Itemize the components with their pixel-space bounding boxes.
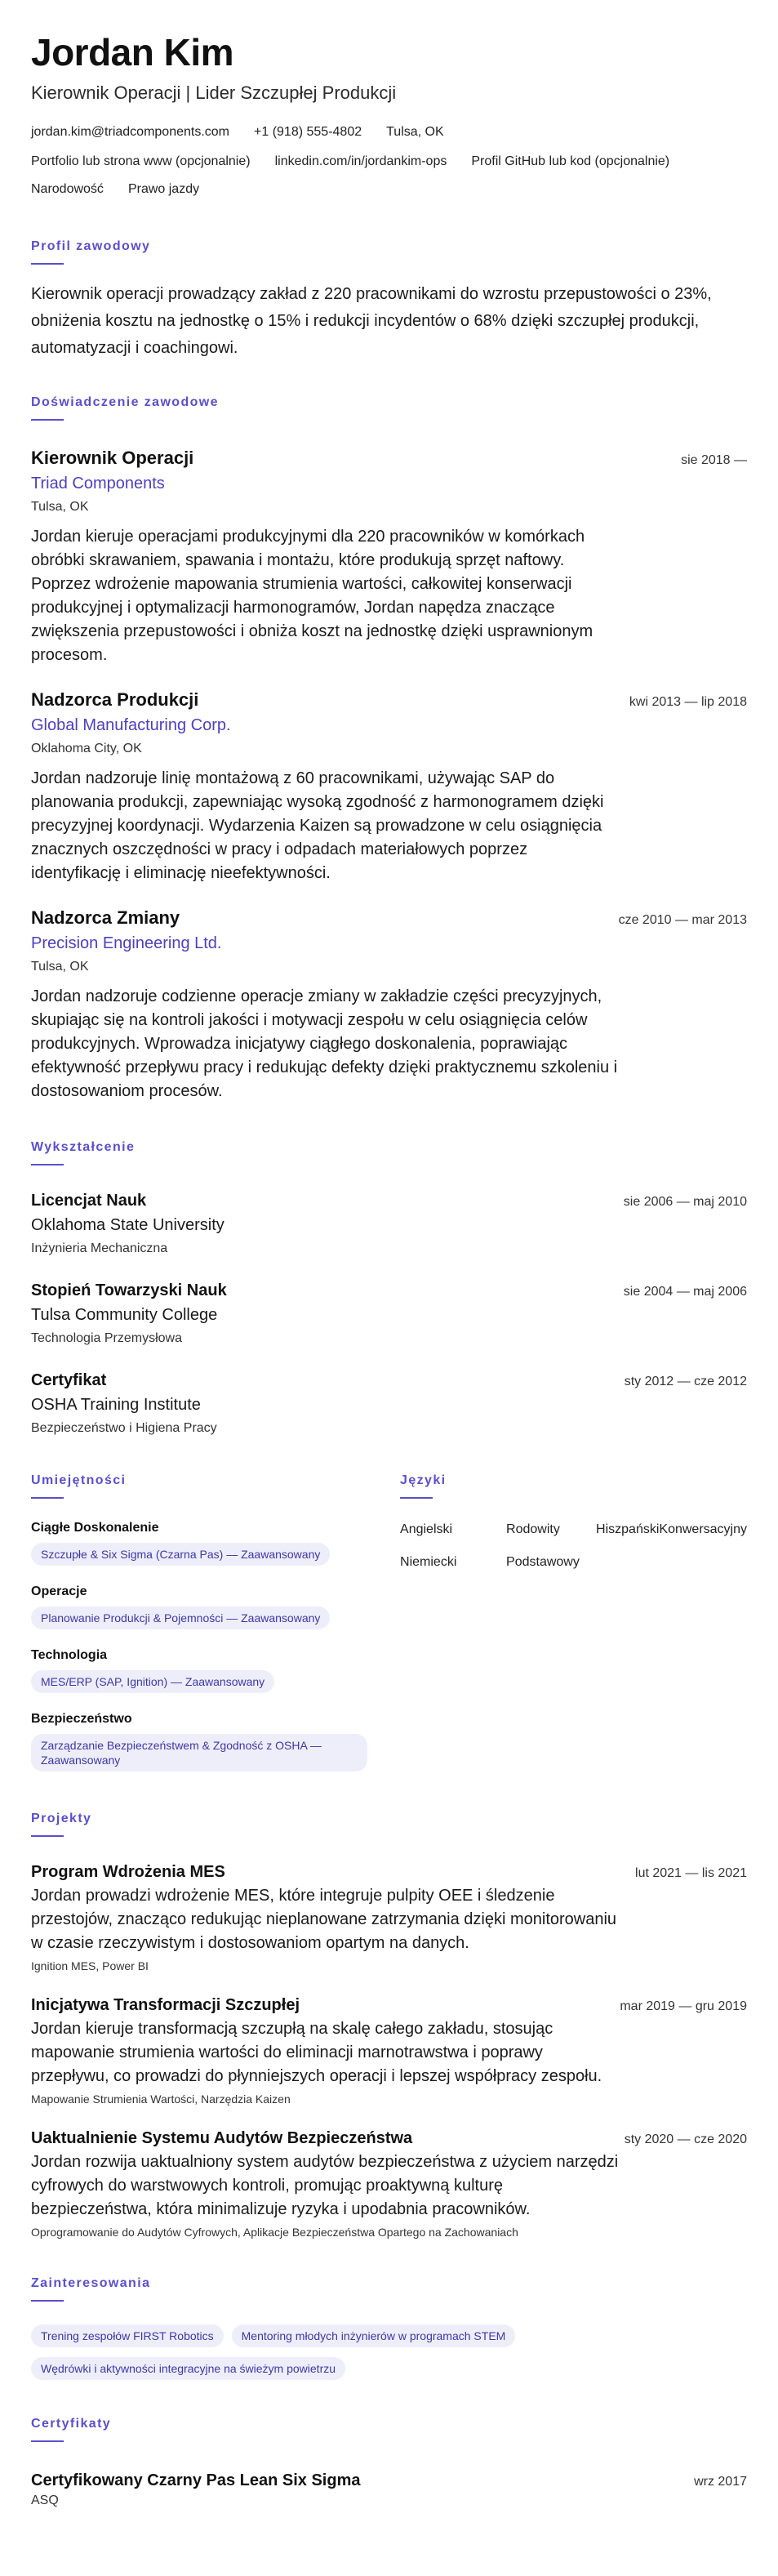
job-description: Jordan nadzoruje linię montażową z 60 pracownikami, używając SAP do planowania produkcji, zapewniając wysoką zgodność z harmonogramem dzięki precyzyjnej koordynacji. Wydarzenia Kaizen są prowadzone w celu osiągnięcia znacznych oszczędności w pracy i odpadach materiałowych poprzez identyfikację i eliminację nieefektywności. xyxy=(31,769,604,882)
project-item xyxy=(31,1861,747,1973)
section-divider xyxy=(31,263,64,265)
skill-group xyxy=(31,1647,367,1693)
project-item xyxy=(31,1994,747,2106)
job-title: Kierownik Operacji xyxy=(31,448,194,468)
interest-chip: Trening zespołów FIRST Robotics xyxy=(31,2324,224,2347)
section-heading: Wykształcenie xyxy=(31,1140,136,1154)
education-item xyxy=(31,1370,747,1437)
email-link[interactable]: jordan.kim@triadcomponents.com xyxy=(31,125,230,139)
project-title: Uaktualnienie Systemu Audytów Bezpieczeństwa xyxy=(31,2129,413,2147)
school-name: OSHA Training Institute xyxy=(31,1396,201,1414)
candidate-name: Jordan Kim xyxy=(31,31,234,74)
field-of-study: Inżynieria Mechaniczna xyxy=(31,1241,168,1255)
project-technologies: Mapowanie Strumienia Wartości, Narzędzia Kaizen xyxy=(31,2092,291,2106)
skill-chip: Planowanie Produkcji & Pojemności — Zaawansowany xyxy=(31,1607,330,1629)
company-name: Triad Components xyxy=(31,475,165,492)
job-date: sie 2018 — xyxy=(681,453,747,467)
project-item xyxy=(31,2128,747,2240)
education-date: sie 2006 — maj 2010 xyxy=(623,1195,747,1209)
job-date: cze 2010 — mar 2013 xyxy=(618,913,747,927)
interest-chip: Mentoring młodych inżynierów w programach STEM xyxy=(232,2324,516,2347)
project-technologies: Oprogramowanie do Audytów Cyfrowych, Aplikacje Bezpieczeństwa Opartego na Zachowaniach xyxy=(31,2226,518,2239)
candidate-title: Kierownik Operacji | Lider Szczupłej Produkcji xyxy=(31,82,397,103)
skill-category: Ciągłe Doskonalenie xyxy=(31,1521,159,1535)
job-title: Nadzorca Zmiany xyxy=(31,907,180,928)
project-date: mar 2019 — gru 2019 xyxy=(620,1999,747,2013)
skills-section xyxy=(31,1473,367,1772)
section-divider xyxy=(31,1835,64,1837)
skill-group xyxy=(31,1520,367,1566)
project-date: sty 2020 — cze 2020 xyxy=(624,2133,747,2146)
education-date: sty 2012 — cze 2012 xyxy=(624,1375,747,1388)
language-name: Hiszpański xyxy=(596,1522,660,1536)
company-name: Global Manufacturing Corp. xyxy=(31,716,231,734)
certification-item xyxy=(31,2470,747,2509)
project-description: Jordan prowadzi wdrożenie MES, które integruje pulpity OEE i śledzenie przestojów, znacząco redukując nieplanowane zatrzymania dzięki monitorowaniu w czasie rzeczywistym i dostosowaniom opartym na danych. xyxy=(31,1887,617,1952)
language-name: Niemiecki xyxy=(400,1555,457,1569)
skill-group xyxy=(31,1711,367,1772)
project-description: Jordan rozwija uaktualniony system audytów bezpieczeństwa z użyciem narzędzi cyfrowych do warstwowych kontroli, promując proaktywną kulturę bezpieczeństwa, która minimalizuje ryzyka i upodabnia pracowników. xyxy=(31,2153,619,2218)
language-name: Angielski xyxy=(400,1522,453,1536)
experience-section xyxy=(31,394,747,1103)
section-heading: Certyfikaty xyxy=(31,2417,112,2431)
experience-item xyxy=(31,907,747,1103)
section-divider xyxy=(31,2300,64,2302)
job-date: kwi 2013 — lip 2018 xyxy=(629,695,747,709)
education-section xyxy=(31,1139,747,1437)
language-row xyxy=(400,1554,747,1571)
field-of-study: Technologia Przemysłowa xyxy=(31,1331,182,1345)
license-text: Prawo jazdy xyxy=(127,182,200,196)
project-technologies: Ignition MES, Power BI xyxy=(31,1959,149,1972)
school-name: Tulsa Community College xyxy=(31,1306,218,1324)
phone-link[interactable]: +1 (918) 555-4802 xyxy=(254,125,362,139)
linkedin-link[interactable]: linkedin.com/in/jordankim-ops xyxy=(274,154,447,168)
section-heading: Projekty xyxy=(31,1812,92,1825)
job-location: Oklahoma City, OK xyxy=(31,742,142,755)
job-title: Nadzorca Produkcji xyxy=(31,689,199,710)
github-link[interactable]: Profil GitHub lub kod (opcjonalnie) xyxy=(471,154,670,168)
skills-languages-row xyxy=(31,1473,747,1772)
section-heading: Zainteresowania xyxy=(31,2276,151,2290)
language-level: Rodowity xyxy=(506,1522,560,1536)
section-heading: Profil zawodowy xyxy=(31,239,151,253)
language-level: Konwersacyjny xyxy=(659,1522,747,1536)
section-divider xyxy=(31,419,64,421)
contact-row xyxy=(31,124,747,140)
education-item xyxy=(31,1280,747,1347)
experience-item xyxy=(31,447,747,667)
skill-group xyxy=(31,1584,367,1629)
section-heading: Języki xyxy=(400,1473,447,1487)
location-text: Tulsa, OK xyxy=(386,125,444,139)
section-divider xyxy=(400,1497,433,1499)
section-divider xyxy=(31,1497,64,1499)
language-row xyxy=(400,1522,747,1538)
section-heading: Umiejętności xyxy=(31,1473,127,1487)
job-description: Jordan kieruje operacjami produkcyjnymi dla 220 pracowników w komórkach obróbki skrawaniem, spawania i montażu, które produkują sprzęt naftowy. Poprzez wdrożenie mapowania strumienia wartości, całkowitej konserwacji produkcyjnej i optymalizacji harmonogramów, Jordan napędza znaczące zwiększenia przepustowości i obniża koszt na jednostkę dzięki usprawnionym procesom. xyxy=(31,528,594,664)
interest-chip: Wędrówki i aktywności integracyjne na świeżym powietrzu xyxy=(31,2357,345,2380)
job-location: Tulsa, OK xyxy=(31,500,89,514)
section-divider xyxy=(31,2440,64,2442)
certification-title: Certyfikowany Czarny Pas Lean Six Sigma xyxy=(31,2471,361,2489)
personal-row xyxy=(31,181,747,198)
education-date: sie 2004 — maj 2006 xyxy=(623,1285,747,1299)
skill-chip: MES/ERP (SAP, Ignition) — Zaawansowany xyxy=(31,1670,274,1693)
skill-chip: Szczupłe & Six Sigma (Czarna Pas) — Zaawansowany xyxy=(31,1543,330,1566)
degree-title: Certyfikat xyxy=(31,1371,107,1389)
skill-category: Operacje xyxy=(31,1584,87,1598)
project-title: Inicjatywa Transformacji Szczupłej xyxy=(31,1996,300,2014)
languages-section xyxy=(400,1473,747,1772)
section-divider xyxy=(31,1164,64,1165)
certification-issuer: ASQ xyxy=(31,2494,59,2507)
degree-title: Stopień Towarzyski Nauk xyxy=(31,1281,227,1299)
project-description: Jordan kieruje transformacją szczupłą na skalę całego zakładu, stosując mapowanie strumienia wartości do eliminacji marnotrawstwa i poprawy przepływu, co prowadzi do płynniejszych operacji i lepszej współpracy zespołu. xyxy=(31,2020,602,2085)
job-description: Jordan nadzoruje codzienne operacje zmiany w zakładzie części precyzyjnych, skupiając się na kontroli jakości i motywacji zespołu w celu osiągnięcia celów produkcyjnych. Wprowadza inicjatywy ciągłego doskonalenia, poprawiając efektywność przepływu pracy i redukując defekty dzięki praktycznemu szkoleniu i dostosowaniom procesów. xyxy=(31,987,618,1100)
portfolio-link[interactable]: Portfolio lub strona www (opcjonalnie) xyxy=(31,154,251,168)
language-level: Podstawowy xyxy=(506,1555,580,1569)
project-title: Program Wdrożenia MES xyxy=(31,1863,225,1881)
profile-summary: Kierownik operacji prowadzący zakład z 220 pracownikami do wzrostu przepustowości o 23%, obniżenia kosztu na jednostkę o 15% i redukcji incydentów o 68% dzięki szczupłej produkcji, automatyzacji i coachingowi. xyxy=(31,285,712,357)
profile-section xyxy=(31,238,747,362)
company-name: Precision Engineering Ltd. xyxy=(31,934,222,952)
degree-title: Licencjat Nauk xyxy=(31,1192,147,1210)
links-row xyxy=(31,154,747,170)
school-name: Oklahoma State University xyxy=(31,1216,225,1234)
experience-item xyxy=(31,689,747,885)
resume-header xyxy=(31,31,747,198)
nationality-text: Narodowość xyxy=(31,182,104,196)
certifications-section xyxy=(31,2416,747,2509)
projects-section xyxy=(31,1811,747,2240)
interests-section xyxy=(31,2275,747,2380)
skill-category: Technologia xyxy=(31,1648,108,1662)
field-of-study: Bezpieczeństwo i Higiena Pracy xyxy=(31,1421,217,1435)
interests-list xyxy=(31,2324,651,2380)
skill-chip: Zarządzanie Bezpieczeństwem & Zgodność z OSHA — Zaawansowany xyxy=(31,1734,367,1772)
skill-category: Bezpieczeństwo xyxy=(31,1712,132,1726)
section-heading: Doświadczenie zawodowe xyxy=(31,395,219,409)
job-location: Tulsa, OK xyxy=(31,960,89,974)
project-date: lut 2021 — lis 2021 xyxy=(635,1866,747,1880)
education-item xyxy=(31,1190,747,1257)
certification-date: wrz 2017 xyxy=(694,2475,747,2489)
